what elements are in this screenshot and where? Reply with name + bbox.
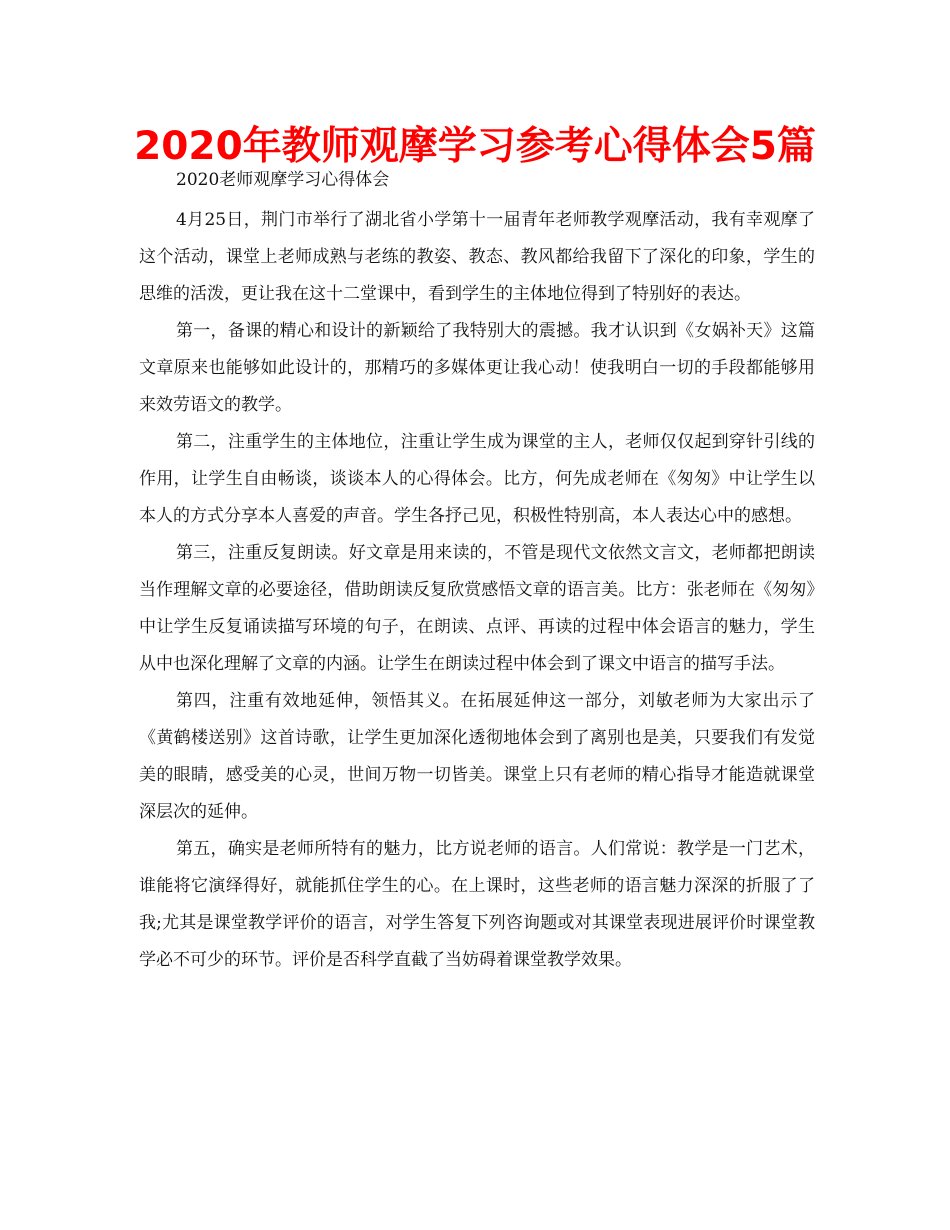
document-subtitle: 2020老师观摩学习心得体会	[176, 170, 390, 190]
document-body	[139, 202, 815, 979]
paragraph-fifth-point: 第五，确实是老师所特有的魅力，比方说老师的语言。人们常说：教学是一门艺术，谁能将它演绎得好，就能抓住学生的心。在上课时，这些老师的语言魅力深深的折服了了我;尤其是课堂教学评价的语言，对学生答复下列咨询题或对其课堂表现进展评价时课堂教学必不可少的环节。评价是否科学直截了当妨碍着课堂教学效果。	[139, 839, 815, 970]
document-title: 2020年教师观摩学习参考心得体会5篇	[134, 124, 816, 169]
paragraph-third-point: 第三，注重反复朗读。好文章是用来读的，不管是现代文依然文言文，老师都把朗读当作理解文章的必要途径，借助朗读反复欣赏感悟文章的语言美。比方：张老师在《匆匆》中让学生反复诵读描写环境的句子，在朗读、点评、再读的过程中体会语言的魅力，学生从中也深化理解了文章的内涵。让学生在朗读过程中体会到了课文中语言的描写手法。	[139, 543, 815, 674]
paragraph-fourth-point: 第四，注重有效地延伸，领悟其义。在拓展延伸这一部分，刘敏老师为大家出示了《黄鹤楼送别》这首诗歌，让学生更加深化透彻地体会到了离别也是美，只要我们有发觉美的眼睛，感受美的心灵，世间万物一切皆美。课堂上只有老师的精心指导才能造就课堂深层次的延伸。	[139, 691, 815, 822]
paragraph-intro: 4月25日，荆门市举行了湖北省小学第十一届青年老师教学观摩活动，我有幸观摩了这个活动，课堂上老师成熟与老练的教姿、教态、教风都给我留下了深化的印象，学生的思维的活泼，更让我在这十二堂课中，看到学生的主体地位得到了特别好的表达。	[139, 210, 815, 304]
paragraph-second-point: 第二，注重学生的主体地位，注重让学生成为课堂的主人，老师仅仅起到穿针引线的作用，让学生自由畅谈，谈谈本人的心得体会。比方，何先成老师在《匆匆》中让学生以本人的方式分享本人喜爱的声音。学生各抒己见，积极性特别高，本人表达心中的感想。	[139, 432, 815, 526]
paragraph-first-point: 第一，备课的精心和设计的新颖给了我特别大的震撼。我才认识到《女娲补天》这篇文章原来也能够如此设计的，那精巧的多媒体更让我心动！使我明白一切的手段都能够用来效劳语文的教学。	[139, 321, 815, 415]
